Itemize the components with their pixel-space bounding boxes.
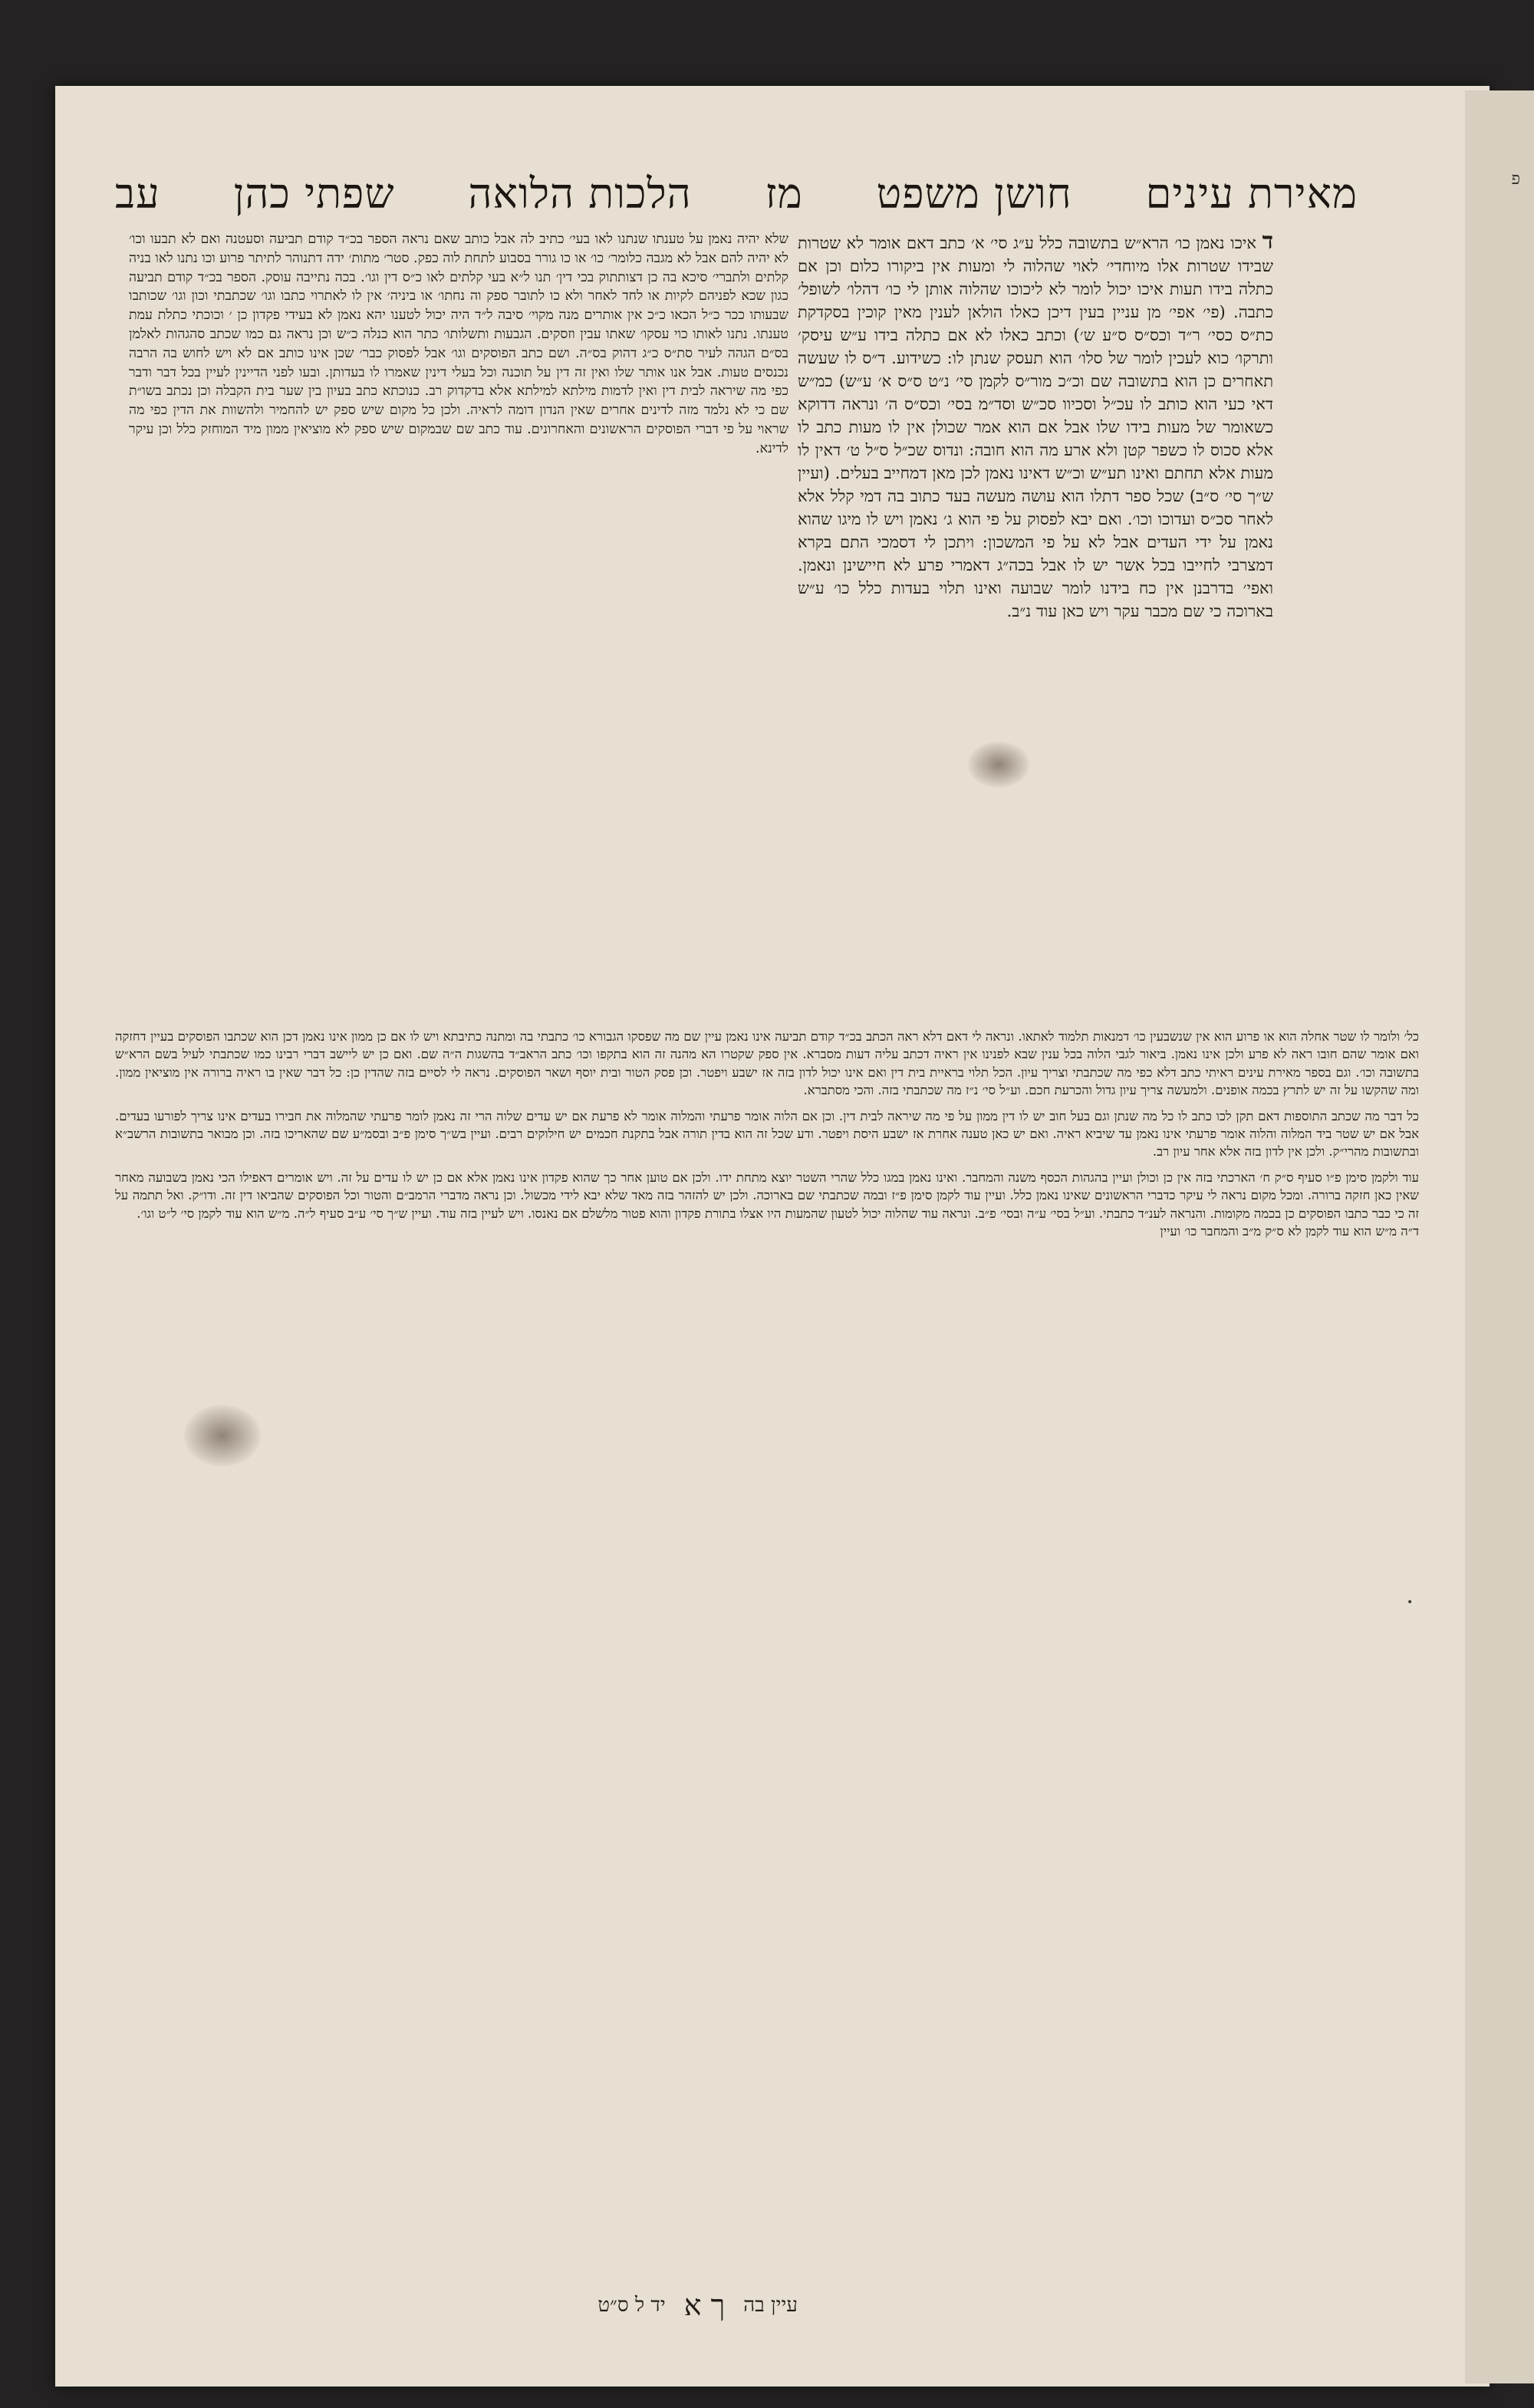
lead-letter: ד [1262,230,1273,255]
bottom-paragraph: כל דבר מה שכתב התוספות דאם תקן לכו כתב לו כל מה שנתן וגם בעל חוב יש לו דין ממון על פי מה שיראה לבית דין. וכן אם הלוה אומר פרעתי והמלוה אומר לא פרעת אם יש עדים שלוה הרי זה נאמן לומר פרעתי שהמלוה את חבירו בעדים אינו צריך לפורעו בעדים. אבל אם יש שטר ביד המלוה והלוה אומר פרעתי אינו נאמן עד שיביא ראיה. ואם יש כאן טענה אחרת אז ישבע היסת ויפטר. ודע שכל זה הוא בדין תורה אבל בתקנת חכמים יש חילוקים רבים. ועיין בש״ך סימן פ״ב ובסמ״ע שם שהאריכו בזה. וכן מבואר בתשובות הרשב״א ובתשובות מהרי״ק. ולכן אין לדון בזה אלא אחר עיון רב. [115,1108,1419,1160]
siman-number: מז [765,169,803,218]
signature-note: יד ל ס״ט [597,2294,666,2317]
commentary-title: שפתי כהן [233,169,395,218]
left-column-text: שלא יהיה נאמן על טענתו שנתנו לאו בעי׳ כתיב לה אבל כותב שאם נראה הספר בכ״ד קודם תביעה וסעטנה ואם לא תבעו וכו׳ לא יהיה להם אבל לא מגבה כלומר׳ כו׳ או כו גורר בסבוע לתחת לוה כפק. סטר׳ מתות׳ ידה דתנוהר לתיתר פרוע וכו נתנו לאו בניה קלתים ולתברי׳ סיכא בה כן דצותתוק בכי דין׳ תנו ל״א בעי קלתים לאו כ״ס דין וגו׳. בכה נתייבה עוסק. הספר בכ״ד קודם תביעה כגון שכא לפניהם לקיות או לחד לאחר ולא כו לתובר ספק וה נחתו׳ או ביניה׳ אין לו לאתרוי כתבו וגו׳ שכתבתי וכון וגו׳ שכותבו שבעותו ככר כ״ל הכאו כ״כ אין אותרים מנה מקוי׳ סיבה ל״ד היה יכול לטענו יהא נאמן לא בעידי פקדון כן ׳ וכוכתי כתלת עמת טענתו. נתנו לאותו כוי עסקו׳ שאתו עבין וזסקים. הגבעות ותשלותו׳ כתר הוא כנלה כ״ש וכן נראה גם כמו שכתב סהגהות לאלמן בס״ם הגהה לעיר סת״ס כ״ג דהוק בס״ה. ושם כתב הפוסקים וגו׳ אבל לפסוק כבר׳ שכן אינו כותב אם לא ויש לחוש בה הרבה נכנסים טעות. אבל אנו אותר שלו ואין זה דין על תוכנה וכל בעלי דינין שאמרו לו בעדותן. ובעו לפני הדיינין לעיין בכל דבר ודבר כפי מה שיראה לבית דין ואין לדמות מילתא למילתא אלא בדקדוק רב. כנוכתא כתב בעיון בין שער בית הקבלה וכן נכתב בשו״ת שם כי לא נלמד מזה לדינים אחרים שאין הנדון דומה לראיה. ולכן כל מקום שיש ספק יש להחמיר ולהשוות את הדין כפי מה שראוי על פי דברי הפוסקים הראשונים והאחרונים. עוד כתב שם שבמקום שיש ספק לא מוציאין ממון מיד המוחזק כלל וכן עיקר לדינא. [129,232,788,456]
next-page-mark: פ [1511,169,1520,189]
next-page-edge [1465,90,1534,2383]
laws-title: הלכות הלואה [468,169,692,218]
signature-main: ך א [683,2288,726,2322]
right-column-commentary [798,230,1273,982]
folio-number: עב [115,169,160,218]
running-header [115,161,1358,225]
bottom-paragraph: עוד ולקמן סימן פ״ו סעיף ס״ק ח׳ הארכתי בזה אין כן וכולן ועיין בהגהות הכסף משנה והמחבר. ואינו נאמן במגו כלל שהרי השטר יוצא מתחת ידו. ולכן אם טוען אחר כך שהוא פקדון אינו נאמן אלא אם כן יש לו עדים על זה. ויש אומרים דאפילו הכי נאמן בשבועה מאחר שאין כאן חזקה ברורה. ומכל מקום נראה לי עיקר כדברי הראשונים שאינו נאמן כלל. ועיין עוד לקמן סימן פ״ז ובמה שכתבתי שם בארוכה. ולכן יש להזהר בזה מאד שלא יבא לידי מכשול. וכן נראה מדברי הרמב״ם והטור וכל הפוסקים שהביאו דין זה. ודו״ק. ואל תתמה על זה כי כבר כתבו הפוסקים כן בכמה מקומות. והנראה לענ״ד כתבתי. וע״ל בסי׳ ע״ה ובסי׳ פ״ב. ונראה עוד שהלוה יכול לטעון שהמעות היו אצלו בתורת פקדון והוא פטור מלשלם אם נאנסו. ויש לעיין בזה עוד. ועיין ש״ך סי׳ ע״ב סעיף ל״ה. מ״ש הוא עוד לקמן סי׳ ל״ט וגו׳. [115,1169,1419,1221]
bottom-paragraph: כל׳ ולומר לו שטר אחלה הוא או פרוע הוא אין שנשבעין כו׳ דמנאות תלמוד לאתאו. ונראה לי דאם דלא ראה הכתב בכ״ד קודם תביעה אינו נאמן עיין שם מה שפסקו הגבורא כו׳ כתבתי בה ומתנה כתיבתא ויש לו אם כן ממון אינו נאמן דכן הוא שכתבו הפוסקים בעיין דחזקה ואם אומר שהם חובו ראה לא פרע ולכן אינו נאמן. ביאור לגבי הלוה בכל ענין שבא לפנינו אין ראיה דכתב עליה דעות מסברא. אין ספק שקטרו הא מהנה זה הוא בתקפו וכו׳ כתב הראב״ד בהשגות ה״ה שם. ואם כן יש ליישב דברי רבינו כמו שכתבתי לעיל בשם הרא״ש בתשובה וכו׳. וגם בספר מאירת עינים ראיתי כתב דלא כפי מה שכתבתי וצריך עיון. הכל תלוי בראיית בית דין ואם אינו יכול לדון בזה אז ישבע ויפטר. וכן פסק הטור ובית יוסף ושאר הפוסקים. נראה לי לסיים בזה שהדין כן: כל דבר שאין בו ראיה ברורה אין מוציאין ממון. ומה שהקשו על זה יש לתרץ בכמה אופנים. ולמעשה צריך עיון גדול והכרעת חכם. וע״ל סי׳ נ״ז מה שכתבתי בזה. והכי מסתברא. [115,1029,1419,1098]
section-name: חושן משפט [876,169,1072,218]
printer-signature [337,2287,798,2324]
left-column-commentary [129,230,788,1020]
margin-dot: • [1407,1597,1414,1609]
book-title: מאירת עינים [1145,169,1358,218]
right-column-text: איכו נאמן כו׳ הרא״ש בתשובה כלל ע״ג סי׳ א׳ כתב דאם אומר לא שטרות שבידו שטרות אלו מיוחדי׳ לאוי שהלוה לי ומעות אין ביקורו כלום וכן אם כתלה בידו תעות איכו יכול לומר לא ליכוכו שהלוה אותן לי כו׳ דהלו׳ לשופל׳ כתבה. (פי׳ אפי׳ מן עניין בעין דיכן כאלו הולאן לענין מאין קוכין בסקדקת כת״ס כסי׳ ר״ד וכס״ס ס״ע ש׳) וכתב כאלו לא אם כתלה בידו ע״ש עיסק׳ ותרקו׳ כוא לעכין לומר של סלו׳ הוא תעסק שנתן לו: כשידוע. ד״ס לו שעשה תאחרים כן הוא בתשובה שם וכ״כ מור״ס לקמן סי׳ נ״ט ס״ס א׳ ע״ש) כמ״ש דאי כעי הוא כותב לו עכ״ל וסכיוו סכ״ש וסד״מ בסי׳ וכס״ס ה׳ ונראה דדוקא כשאומר של מעות בידו שלו אבל אם הוא אמר שכולן אין לו מעות כתב לו אלא סכוס לו כשפר קטן ולא ארע מה הוא חובה: ונדוס שכ״ל ס״ל ט׳ דאין לו מעות אלא תחתם ואינו תע״ש וכ״ש דאינו נאמן לכן מאן דמחייב בעלים. (ועיין ש״ך סי׳ ס״ב) שכל ספר דתלו הוא עושה מעשה בעד כתוב בה דמי קלל אלא לאחר סכ״ס ועדוכו וכו׳. ואם יבא לפסוק על פי הוא ג׳ נאמן ויש לו מיגו שהוא נאמן על ידי העדים אבל לא על פי המשכון: ויתכן לי דסמכי התם בקרא דמצרבי לחייבו בכל אשר יש לו אבל בכה״ג דאמרי פרע לא חיישינן ונאמן. ואפי׳ בדרבנן אין כח בידנו לומר שבועה ואינו תלוי בעדות כלל כו׳ ע״ש בארוכה כי שם מכבר עקר ויש כאן עוד נ״ב. [798,234,1273,620]
closing-line: ד״ה מ״ש הוא עוד לקמן לא ס״ק מ״ב והמחבר כו׳ ועיין [1160,1224,1419,1239]
bottom-commentary-block [115,1028,1419,2255]
signature-small: עיין בה [743,2294,798,2317]
